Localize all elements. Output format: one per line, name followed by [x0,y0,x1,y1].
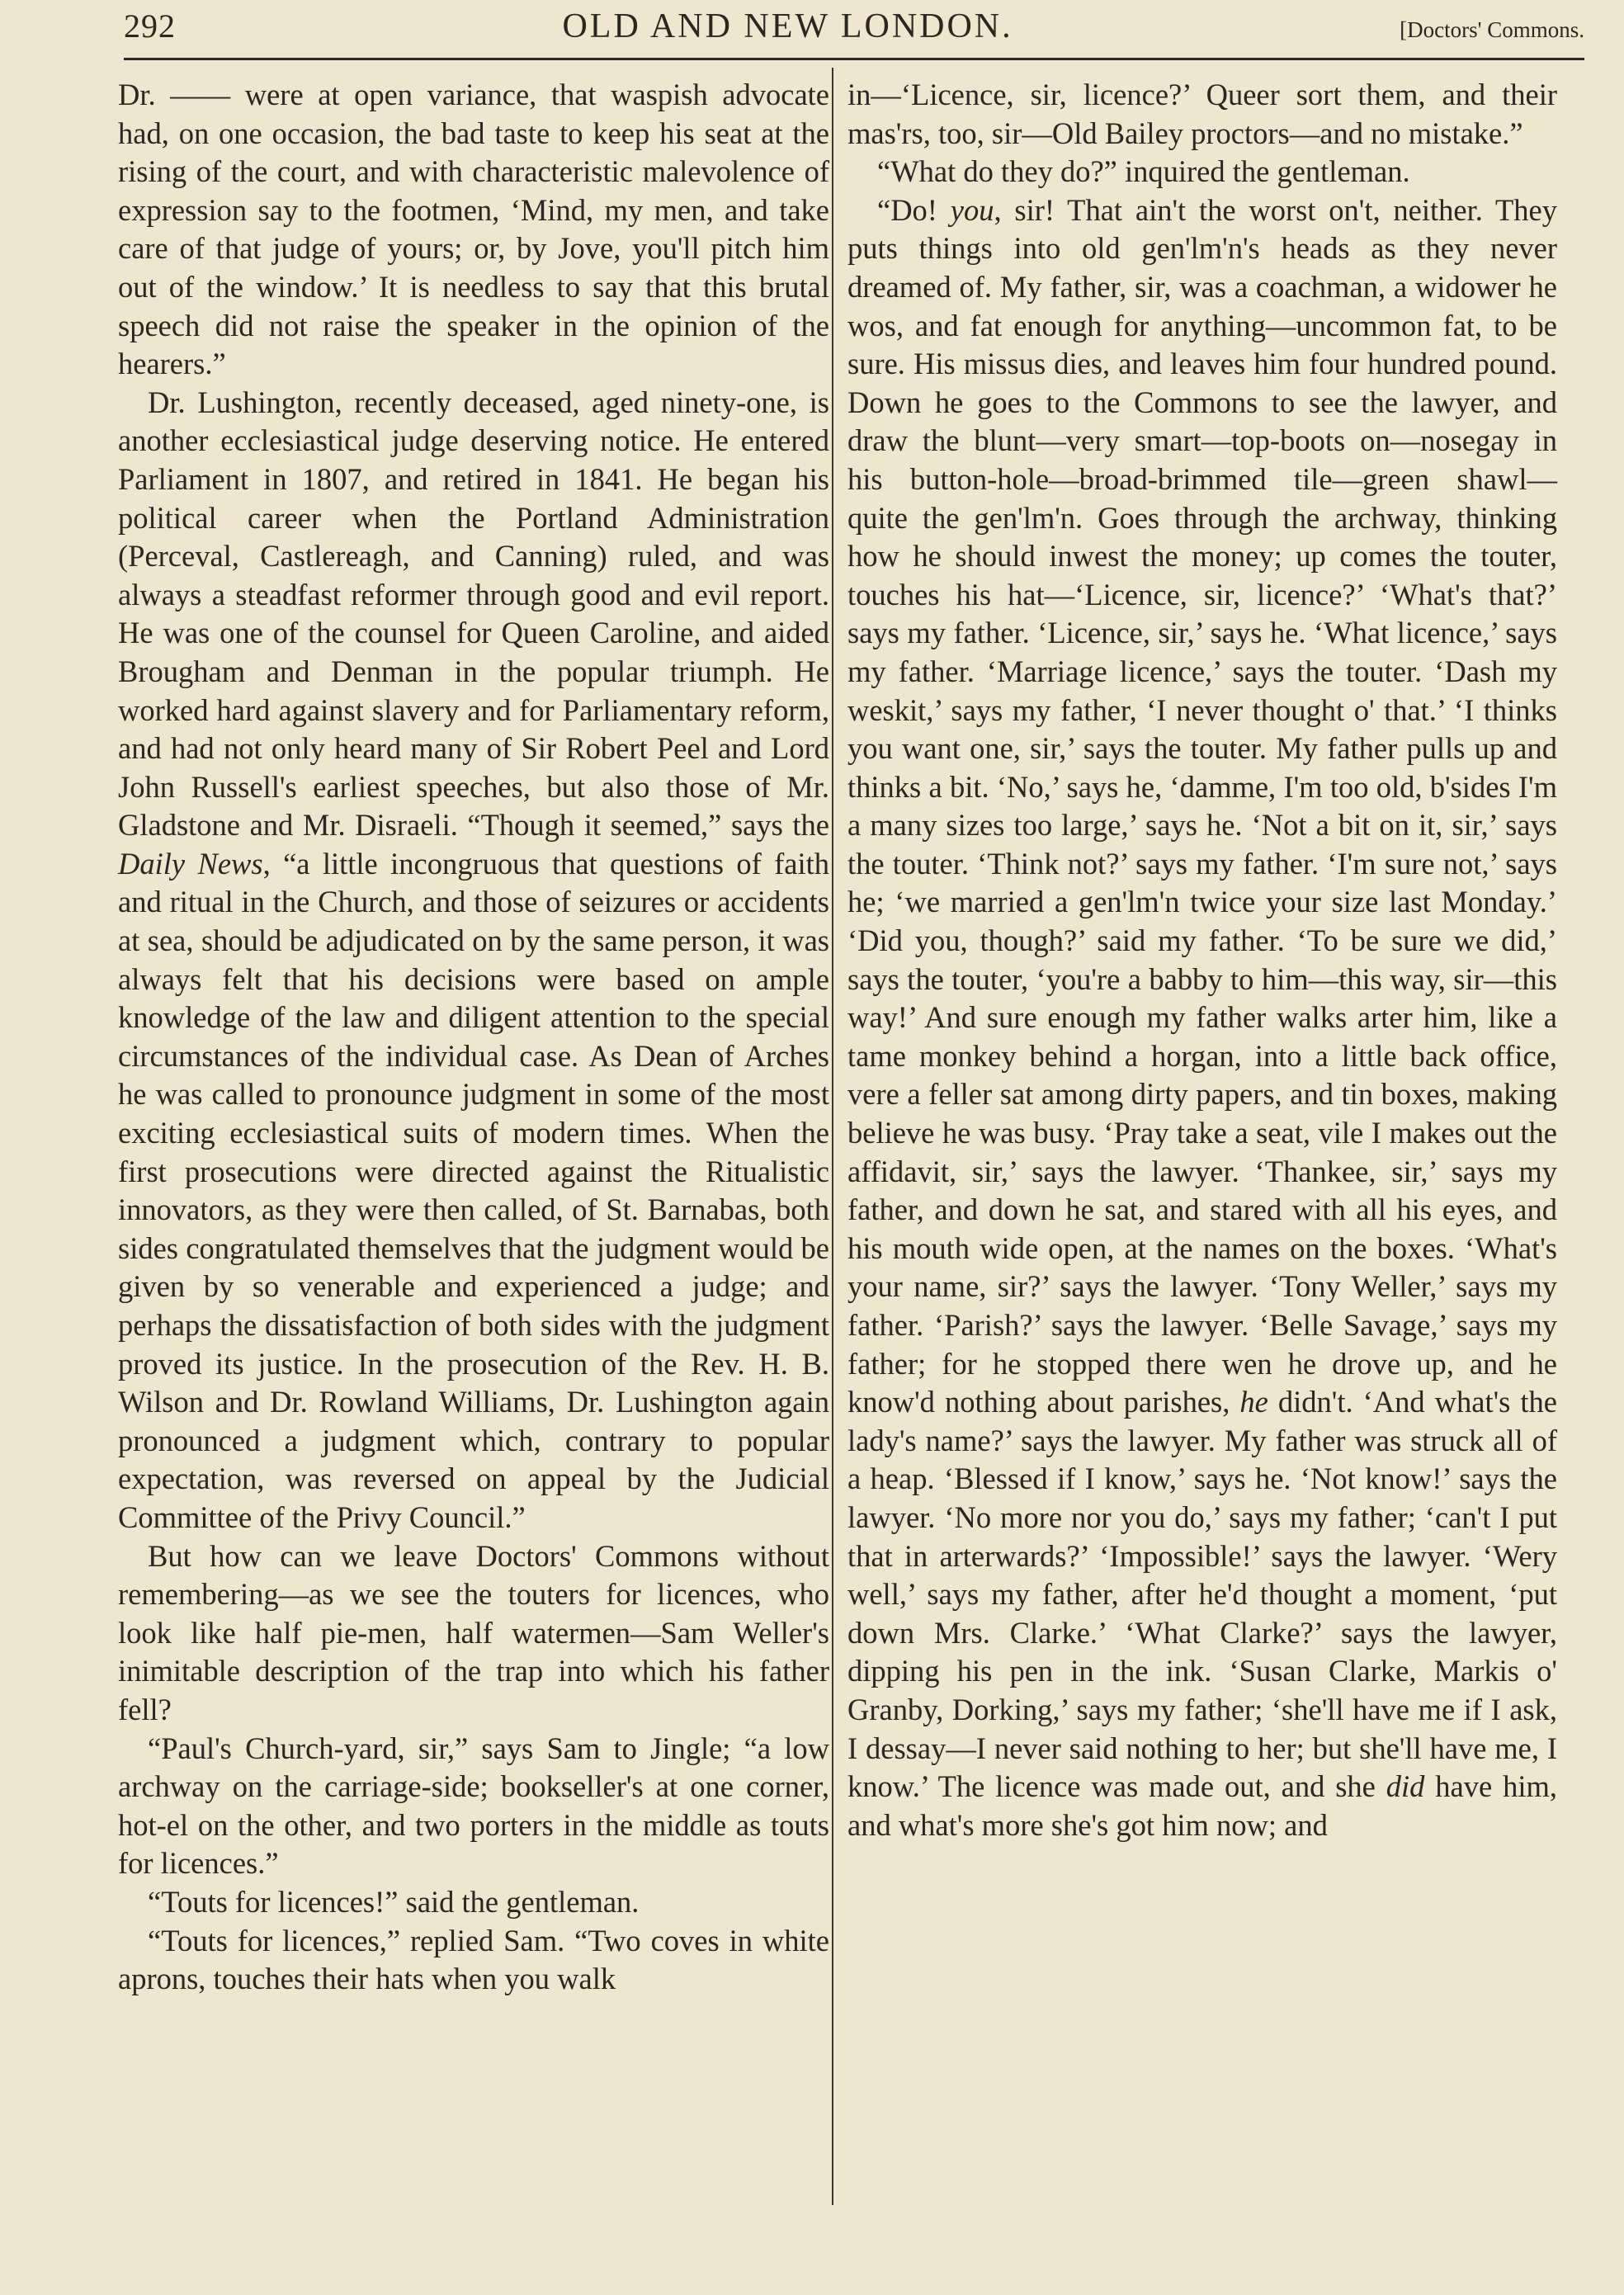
paragraph-text: “Do! [877,192,937,227]
running-title: OLD AND NEW LONDON. [562,7,1013,45]
right-column [847,76,1557,1844]
paragraph-text: didn't. ‘And what's the lady's name?’ says the lawyer. My father was struck all of a heap. ‘Blessed if I know,’ says he. ‘Not know!’ says the lawyer. ‘No more nor you do,’ says my father; ‘can't I put that in arterwards?’ ‘Impossible!’ says the lawyer. ‘Wery well,’ says my father, after he'd thought a moment, ‘put down Mrs. Clarke.’ ‘What Clarke?’ says the lawyer, dipping his pen in the ink. ‘Susan Clarke, Markis o' Granby, Dorking,’ says my father; ‘she'll have me if I ask, I dessay—I never said nothing to her; but she'll have me, I know.’ The licence was made out, and she [847,1385,1557,1804]
paragraph: Dr. —— were at open variance, that waspish advocate had, on one occasion, the bad taste to keep his seat at the rising of the court, and with characteristic malevolence of expression say to the footmen, ‘Mind, my men, and take care of that judge of yours; or, by Jove, you'll pitch him out of the window.’ It is needless to say that this brutal speech did not raise the speaker in the opinion of the hearers.” [118,78,829,381]
paragraph: But how can we leave Doctors' Commons without remembering—as we see the touters for licences, who look like half pie-men, half watermen—Sam Weller's inimitable description of the trap into which his father fell? [118,1538,829,1726]
emphasis: he [1239,1385,1268,1419]
header-rule [124,58,1584,60]
left-column [118,76,829,1999]
paragraph: “Paul's Church-yard, sir,” says Sam to Jingle; “a low archway on the carriage-side; bookseller's at one corner, hot-el on the other, and two porters in the middle as touts for licences.” [118,1731,829,1881]
paragraph: “Touts for licences,” replied Sam. “Two coves in white aprons, touches their hats when you walk [118,1923,829,1996]
newspaper-title: Daily News [118,846,263,881]
paragraph-text: , sir! That ain't the worst on't, neither. They puts things into old gen'lm'n's heads as they never dreamed of. My father, sir, was a coachman, a widower he wos, and fat enough for anything—uncommon fat, to be sure. His missus dies, and leaves him four hundred pound. Down he goes to the Commons to see the lawyer, and draw the blunt—very smart—top-boots on—nosegay in his button-hole—broad-brimmed tile—green shawl—quite the gen'lm'n. Goes through the archway, thinking how he should inwest the money; up comes the touter, touches his hat—‘Licence, sir, licence?’ ‘What's that?’ says my father. ‘Licence, sir,’ says he. ‘What licence,’ says my father. ‘Marriage licence,’ says the touter. ‘Dash my weskit,’ says my father, ‘I never thought o' that.’ ‘I thinks you want one, sir,’ says the touter. My father pulls up and thinks a bit. ‘No,’ says he, ‘damme, I'm too old, b'sides I'm a many sizes too large,’ says he. ‘Not a bit on it, sir,’ says the touter. ‘Think not?’ says my father. ‘I'm sure not,’ says he; ‘we married a gen'lm'n twice your size last Monday.’ ‘Did you, though?’ said my father. ‘To be sure we did,’ says the touter, ‘you're a babby to him—this way, sir—this way!’ And sure enough my father walks arter him, like a tame monkey behind a horgan, into a little back office, vere a feller sat among dirty papers, and tin boxes, making believe he was busy. ‘Pray take a seat, vile I makes out the affidavit, sir,’ says the lawyer. ‘Thankee, sir,’ says my father, and down he sat, and stared with all his eyes, and his mouth wide open, at the names on the boxes. ‘What's your name, sir?’ says the lawyer. ‘Tony Weller,’ says my father. ‘Parish?’ says the lawyer. ‘Belle Savage,’ says my father; for he stopped there wen he drove up, and he know'd nothing about parishes, [847,192,1557,1419]
emphasis: did [1386,1769,1425,1804]
paragraph: “Touts for licences!” said the gentleman. [148,1884,640,1919]
emphasis: you [950,192,994,227]
paragraph [118,384,829,1537]
page-number: 292 [124,7,176,45]
paragraph-text: , “a little incongruous that questions of faith and ritual in the Church, and those of seizures or accidents at sea, should be adjudicated on by the same person, it was always felt that his decisions were based on ample knowledge of the law and diligent attention to the special circumstances of the individual case. As Dean of Arches he was called to pronounce judgment in some of the most exciting ecclesiastical suits of modern times. When the first prosecutions were directed against the Ritualistic innovators, as they were then called, of St. Barnabas, both sides congratulated themselves that the judgment would be given by so venerable and experienced a judge; and perhaps the dissatisfaction of both sides with the judgment proved its justice. In the prosecution of the Rev. H. B. Wilson and Dr. Rowland Williams, Dr. Lushington again pronounced a judgment which, contrary to popular expectation, was reversed on appeal by the Judicial Committee of the Privy Council.” [118,846,830,1534]
paragraph-text: Dr. Lushington, recently deceased, aged ninety-one, is another ecclesiastical judge deserving notice. He entered Parliament in 1807, and retired in 1841. He began his political career when the Portland Administration (Perceval, Castlereagh, and Canning) ruled, and was always a steadfast reformer through good and evil report. He was one of the counsel for Queen Caroline, and aided Brougham and Denman in the popular triumph. He worked hard against slavery and for Parliamentary reform, and had not only heard many of Sir Robert Peel and Lord John Russell's earliest speeches, but also those of Mr. Gladstone and Mr. Disraeli. “Though it seemed,” says the [118,385,829,843]
paragraph: “What do they do?” inquired the gentleman. [877,154,1410,189]
paragraph-text: have him, and what's more she's got him now; and [847,1769,1557,1842]
column-divider [832,68,833,2205]
running-header [124,7,1584,54]
section-label: [Doctors' Commons. [1400,17,1584,42]
paragraph [847,191,1557,1845]
paragraph: in—‘Licence, sir, licence?’ Queer sort them, and their mas'rs, too, sir—Old Bailey proctors—and no mistake.” [847,78,1557,150]
